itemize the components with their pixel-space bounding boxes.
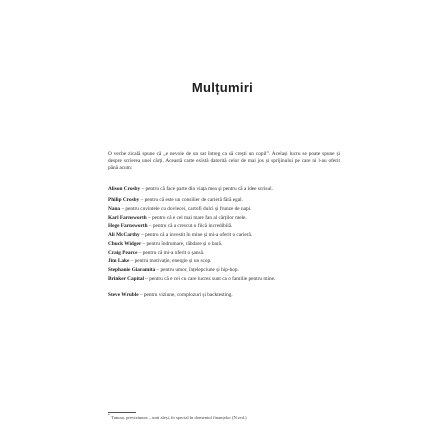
list-item: [108, 258, 340, 265]
person-name: Karl Farnsworth: [108, 214, 147, 221]
thanks-text: – pentru cuvintele cu dovlecei, cartofi dulci și frunze de napi.: [120, 206, 252, 213]
thanks-text: – pentru îndrumare, răbdare și o bară.: [141, 240, 223, 247]
page-title: Mulțumiri: [191, 80, 254, 95]
acknowledgements-content: [108, 151, 340, 300]
list-item: [108, 250, 340, 257]
person-name: Hege Farnsworth: [108, 223, 148, 230]
thanks-text: – pentru motivație, energie și un scop.: [129, 258, 212, 265]
footnote: [108, 415, 346, 421]
footnote-text: Tumna, previziunea – unii aleși, în special în domeniul finanțelor (N.red.): [110, 415, 247, 420]
list-item: [108, 276, 340, 283]
list-item: [108, 186, 340, 193]
person-name: Philip Crosby: [108, 197, 140, 204]
acknowledgements-list: [108, 186, 340, 298]
list-item: [108, 206, 340, 213]
thanks-text: – pentru că e cel mai mare fan al cărților mele.: [146, 214, 247, 221]
thanks-text: – pentru că a crescut o fiică incredibilă.: [147, 223, 233, 230]
list-item: [108, 241, 340, 248]
footnote-mark: *: [108, 413, 110, 418]
thanks-text: – pentru că a investit în mine și mi-a oferit o carieră.: [139, 232, 253, 239]
list-item: [108, 197, 340, 204]
thanks-text: – pentru viziune, complozuri și backtesting.: [138, 291, 233, 298]
thanks-text: – pentru că este un consilier de carieră fără egal.: [139, 197, 243, 204]
intro-paragraph: O veche zicală spune că „e nevoie de un sat întreg ca să crești un copil”. Același lucru se poate spune și despre scrierea unei cărți. Această carte există datorită celor de mai jos și sprijinului pe care ni l-au oferit până acum:: [108, 151, 340, 172]
person-name: Jim Lake: [108, 258, 130, 265]
list-item: [108, 232, 340, 239]
person-name: Steve Wruble: [108, 291, 139, 298]
thanks-text: – pentru umor, înțelepciune și hip-hop.: [155, 266, 239, 273]
person-name: Brinker Capital: [108, 275, 144, 282]
person-name: Ali McCarthy: [108, 232, 140, 239]
person-name: Alison Crosby: [108, 186, 141, 193]
list-item: [108, 267, 340, 274]
person-name: Craig Pearce: [108, 249, 138, 256]
list-item: [108, 215, 340, 222]
thanks-text: – pentru că e cei cu care lucrez sunt ca o familie pentru mine.: [143, 275, 276, 282]
list-item: [108, 223, 340, 230]
thanks-text: – pentru că mi-a oferit o șansă.: [137, 249, 205, 256]
thanks-text: – pentru că face parte din viața mea și pentru că a idee scrisul.: [140, 186, 273, 193]
person-name: Chuck Widger: [108, 240, 142, 247]
person-name: Stephanie Giaramita: [108, 266, 156, 273]
list-item: [108, 292, 340, 299]
footnote-divider: [108, 412, 136, 413]
person-name: Nana: [108, 206, 121, 213]
